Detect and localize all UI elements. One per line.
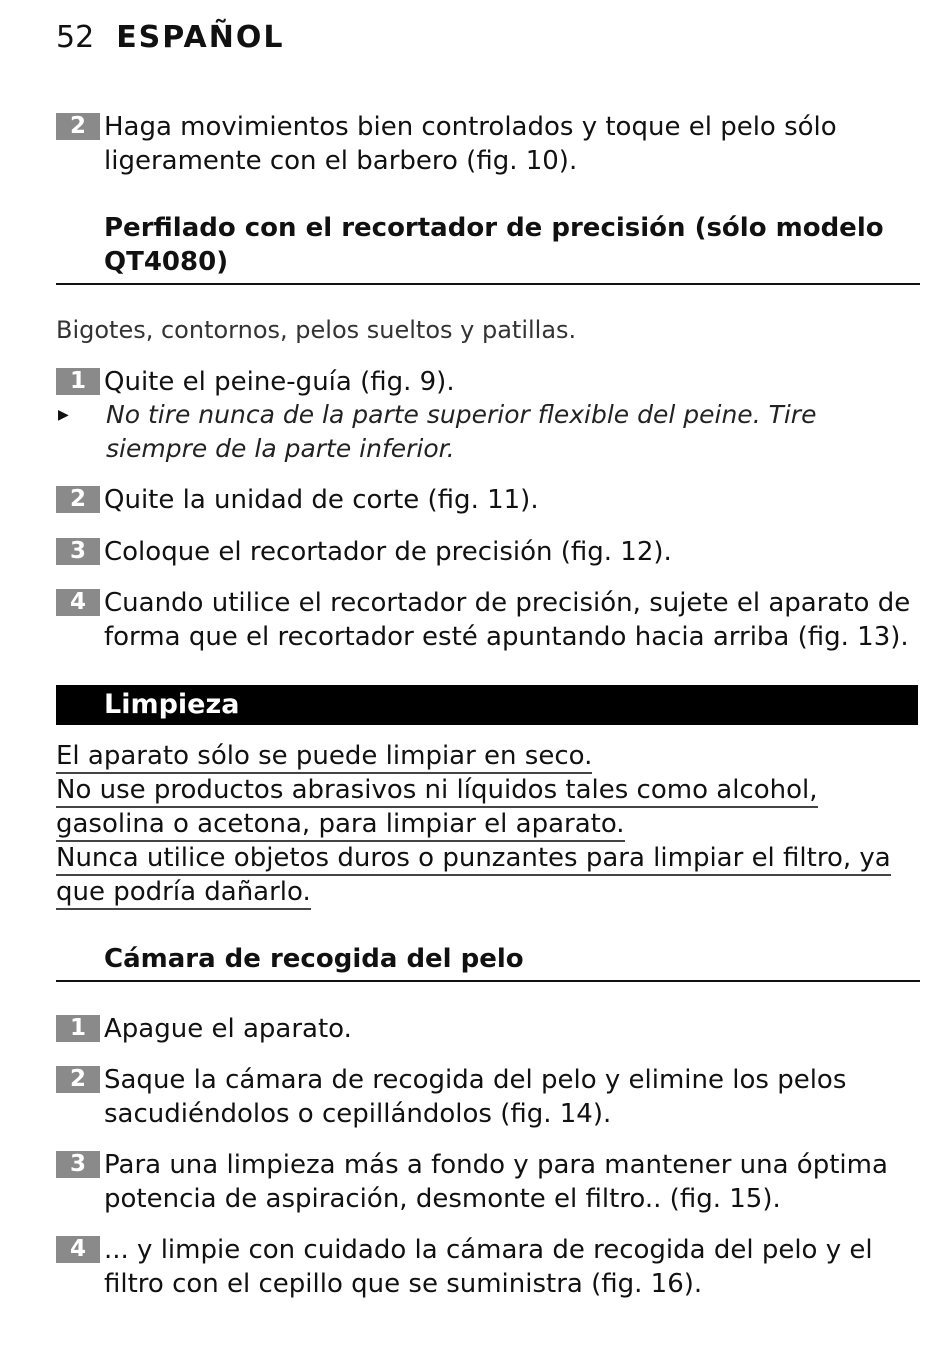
step-number-badge: 4 — [56, 589, 100, 616]
step-text: Apague el aparato. — [104, 1014, 352, 1044]
warning-text: El aparato sólo se puede limpiar en seco. — [56, 741, 592, 774]
page-number: 52 — [56, 20, 95, 55]
section-title: Limpieza — [104, 689, 240, 720]
step-number-badge: 4 — [56, 1236, 100, 1263]
step-number-badge: 3 — [56, 538, 100, 565]
step-item — [56, 586, 918, 654]
step-item — [56, 1148, 918, 1216]
step-item — [56, 1233, 918, 1301]
note-bullet — [56, 398, 918, 466]
step-text: Cuando utilice el recortador de precisión, sujete el aparato de forma que el recortador esté apuntando hacia arriba (fig. 13). — [104, 588, 911, 652]
bullet-triangle-icon: ▶ — [58, 407, 69, 423]
step-text: Coloque el recortador de precisión (fig. 12). — [104, 537, 672, 567]
warning-line — [56, 841, 918, 909]
page-header — [56, 20, 284, 55]
step-item — [56, 365, 918, 399]
heading-rule — [56, 980, 920, 982]
step-text: ... y limpie con cuidado la cámara de recogida del pelo y el filtro con el cepillo que se suministra (fig. 16). — [104, 1235, 873, 1299]
step-number-badge: 1 — [56, 368, 100, 395]
step-item — [56, 110, 918, 178]
step-number-badge: 2 — [56, 113, 100, 140]
step-number-badge: 3 — [56, 1151, 100, 1178]
step-text: Quite la unidad de corte (fig. 11). — [104, 485, 539, 515]
warning-text: Nunca utilice objetos duros o punzantes para limpiar el filtro, ya que podría dañarlo. — [56, 843, 891, 910]
section-title-bar — [56, 685, 918, 725]
step-item — [56, 483, 918, 517]
step-number-badge: 2 — [56, 486, 100, 513]
warning-text: No use productos abrasivos ni líquidos tales como alcohol, gasolina o acetona, para limpiar el aparato. — [56, 775, 818, 842]
step-text: Para una limpieza más a fondo y para mantener una óptima potencia de aspiración, desmonte el filtro.. (fig. 15). — [104, 1150, 888, 1214]
step-item — [56, 535, 918, 569]
language-title: ESPAÑOL — [116, 20, 285, 55]
step-number-badge: 2 — [56, 1066, 100, 1093]
warning-block — [56, 739, 918, 909]
section-heading-chamber: Cámara de recogida del pelo — [104, 944, 524, 974]
step-text: Haga movimientos bien controlados y toque el pelo sólo ligeramente con el barbero (fig. 10). — [104, 112, 837, 176]
step-text: Saque la cámara de recogida del pelo y elimine los pelos sacudiéndolos o cepillándolos (fig. 14). — [104, 1065, 847, 1129]
step-item — [56, 1063, 918, 1131]
warning-line — [56, 739, 918, 773]
heading-rule — [56, 283, 920, 285]
step-item — [56, 1012, 918, 1046]
section-heading-precision: Perfilado con el recortador de precisión (sólo modelo QT4080) — [104, 213, 884, 277]
intro-paragraph: Bigotes, contornos, pelos sueltos y patillas. — [56, 316, 577, 344]
step-number-badge: 1 — [56, 1015, 100, 1042]
warning-line — [56, 773, 918, 841]
step-text: Quite el peine-guía (fig. 9). — [104, 367, 455, 397]
note-text: No tire nunca de la parte superior flexible del peine. Tire siempre de la parte inferior. — [106, 400, 817, 463]
